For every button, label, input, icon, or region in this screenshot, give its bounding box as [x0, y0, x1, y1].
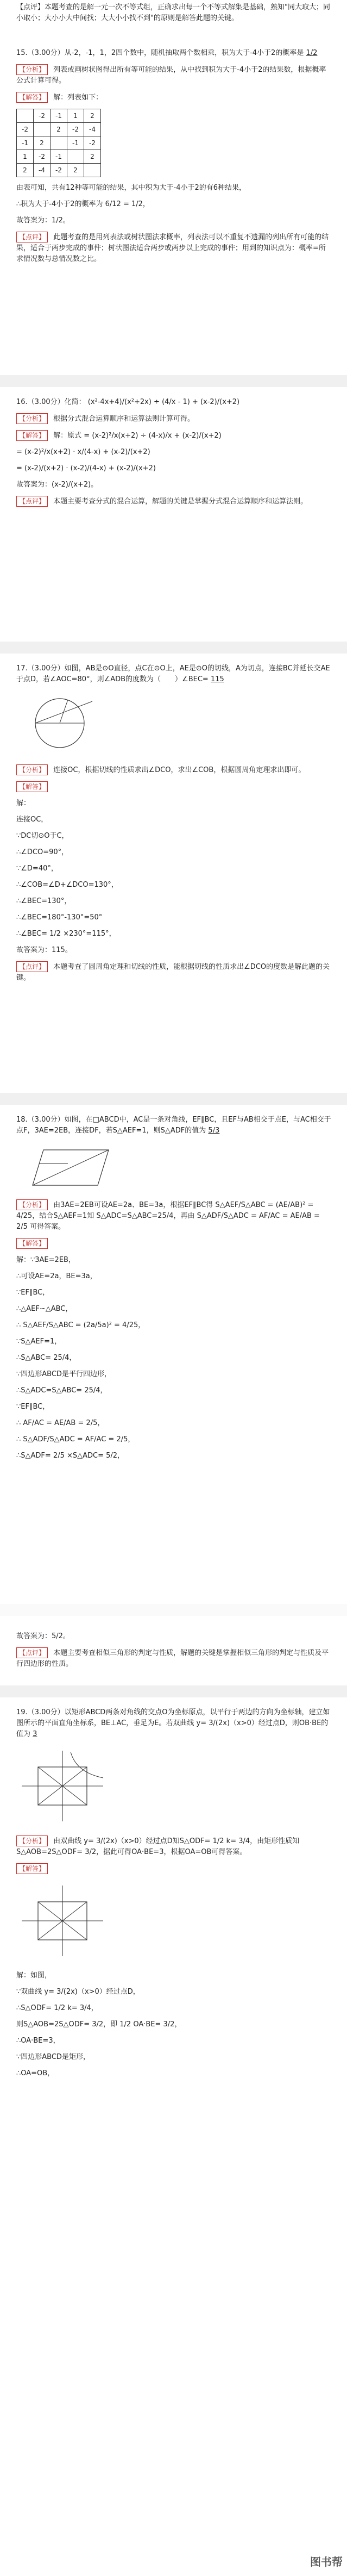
- solution-text: 解：列表如下：: [53, 94, 103, 102]
- solution-lines: [16, 1255, 331, 1461]
- solution-line: ∴∠COB=∠D+∠DCO=130°，: [16, 881, 118, 889]
- analysis-text: 连接OC，根据切线的性质求出∠DCO，求出∠COB，根据圆周角定理求出即可。: [53, 766, 306, 774]
- solution-tag: 【解答】: [16, 781, 48, 792]
- parallelogram-diagram: [16, 1142, 114, 1191]
- solution-line: ∴S△ADF= 2/5 ×S△ADC= 5/2，: [16, 1452, 125, 1460]
- analysis-text: 由双曲线 y= 3/(2x)（x>0）经过点D知S△ODF= 1/2 k= 3/4，由矩形性质知S△AOB=2S△ODF= 3/2，据此可得OA·BE=3，根据OA=OB可得答案。: [16, 1837, 300, 1856]
- section-divider: [0, 1685, 347, 1697]
- table-row: [17, 136, 101, 150]
- solution-line: ∵∠D=40°，: [16, 864, 58, 873]
- analysis-tag: 【分析】: [16, 64, 48, 75]
- comment-text: 本题主要考查分式的混合运算，解题的关键是掌握分式混合运算顺序和运算法则。: [53, 497, 308, 506]
- table-cell: [51, 136, 67, 150]
- comment-tag: 【点评】: [16, 496, 48, 507]
- table-cell: -2: [67, 123, 84, 136]
- solution-line: 连接OC，: [16, 816, 48, 824]
- section-divider: [0, 1093, 347, 1105]
- section-divider: [0, 375, 347, 387]
- table-cell: [67, 150, 84, 164]
- answer-blank: 3: [33, 1730, 37, 1738]
- solution-line: 解：∵3AE=2EB，: [16, 1256, 75, 1264]
- q18-tail: [16, 1631, 331, 1675]
- table-cell: 2: [84, 109, 101, 123]
- parallelogram-figure: [16, 1142, 331, 1193]
- circle-diagram: [16, 690, 103, 756]
- table-row: [17, 109, 101, 123]
- solution-line: ∵四边形ABCD是平行四边形，: [16, 1370, 111, 1378]
- analysis-text: 由3AE=2EB可设AE=2a、BE=3a，根据EF∥BC得 S△AEF/S△ABC = (AE/AB)² = 4/25，结合S△AEF=1知 S△ADC=S△ABC=25/4，再由 S△ADF/S△ADC = AF/AC = AE/AB = 2/5 可得答案。: [16, 1201, 320, 1231]
- comment-text: 此题考查的是用列表法或树状图法求概率，列表法可以不重复不遗漏的列出所有可能的结果，适合于两步完成的事件；树状图法适合两步或两步以上完成的事件；用到的知识点为：概率=所求情况数与总情况数之比。: [16, 233, 329, 263]
- table-cell: 2: [17, 164, 34, 177]
- answer-blank: 5/3: [208, 1127, 220, 1135]
- solution-diagram: [16, 1880, 109, 1962]
- coordinate-diagram: [16, 1745, 109, 1827]
- result-text: 由表可知，共有12种等可能的结果，其中积为大于-4小于2的有6种结果，: [16, 184, 247, 192]
- paragraph: 【点评】本题考查的是解一元一次不等式组，正确求出每一个不等式解集是基础，熟知"同大取大；同小取小；大小小大中间找；大大小小找不到"的原则是解答此题的关键。: [16, 3, 330, 22]
- table-cell: -2: [17, 123, 34, 136]
- analysis-tag: 【分析】: [16, 1199, 48, 1210]
- solution-line: ∵EF∥BC，: [16, 1289, 50, 1297]
- final-answer: 故答案为：(x-2)/(x+2)。: [16, 481, 98, 489]
- circle-figure: [16, 690, 331, 758]
- solution-line: ∴S△ODF= 1/2 k= 3/4，: [16, 2004, 98, 2012]
- solution-line: ∴∠BEC=130°，: [16, 897, 72, 905]
- table-cell: -1: [17, 136, 34, 150]
- table-cell: -1: [51, 150, 67, 164]
- section-divider: [0, 1604, 347, 1616]
- answer-blank: 1/2: [306, 49, 318, 57]
- comment-text: 本题主要考查相似三角形的判定与性质，解题的关键是掌握相似三角形的判定与性质及平行四边形的性质。: [16, 1649, 329, 1668]
- solution-line: ∴∠DCO=90°，: [16, 848, 69, 856]
- site-logo: 图书帮: [310, 2555, 343, 2568]
- comment-tag: 【点评】: [16, 961, 48, 972]
- solution-line: ∴∠BEC= 1/2 ×230°=115°，: [16, 930, 116, 938]
- final-answer: 故答案为：5/2。: [16, 1632, 70, 1640]
- table-row: [17, 123, 101, 136]
- solution-tag: 【解答】: [16, 92, 48, 103]
- solution-line: ∴ AF/AC = AE/AB = 2/5，: [16, 1419, 105, 1427]
- solution-line: 解：如图，: [16, 1971, 52, 1980]
- comment-text: 本题考查了圆周角定理和切线的性质，能根据切线的性质求出∠DCO的度数是解此题的关键。: [16, 963, 330, 982]
- q15-section: [16, 48, 331, 270]
- analysis-text: 列表或画树状图得出所有等可能的结果，从中找到积为大于-4小于2的结果数，根据概率公式计算可得。: [16, 66, 326, 85]
- solution-line: ∴S△ABC= 25/4，: [16, 1354, 77, 1362]
- solution-tag: 【解答】: [16, 430, 48, 441]
- table-row: [17, 150, 101, 164]
- analysis-tag: 【分析】: [16, 413, 48, 424]
- table-cell: 1: [17, 150, 34, 164]
- solution-line: ∴OA=OB，: [16, 2069, 55, 2077]
- table-row: [17, 164, 101, 177]
- table-cell: -4: [34, 164, 51, 177]
- table-cell: -2: [34, 109, 51, 123]
- probability-table: [16, 109, 101, 177]
- final-answer: 故答案为：1/2。: [16, 216, 70, 225]
- solution-line: ∴∠BEC=180°-130°=50°: [16, 913, 103, 922]
- table-cell: -1: [51, 109, 67, 123]
- q19-section: [16, 1707, 331, 2085]
- question-stem: 17.（3.00分）如图，AB是⊙O直径，点C在⊙O上，AE是⊙O的切线，A为切点，连接BC并延长交AE于点D，若∠AOC=80°，则∠ADB的度数为（ ）∠BEC=: [16, 664, 330, 683]
- probability-text: ∴积为大于-4小于2的概率为 6/12 = 1/2，: [16, 200, 150, 208]
- question-stem: 18.（3.00分）如图，在□ABCD中，AC是一条对角线，EF∥BC，且EF与AB相交于点E，与AC相交于点F，3AE=2EB，连接DF，若S△AEF=1，则S△ADF的值为: [16, 1116, 331, 1135]
- table-cell: 2: [84, 150, 101, 164]
- solution-line: 故答案为：115。: [16, 946, 72, 954]
- q17-section: [16, 663, 331, 989]
- table-cell: [17, 109, 34, 123]
- comment-tag: 【点评】: [16, 1647, 48, 1658]
- question-stem: 16.（3.00分）化简：: [16, 398, 86, 406]
- table-cell: -4: [84, 123, 101, 136]
- coordinate-figure: [16, 1745, 331, 1829]
- section-divider: [0, 642, 347, 654]
- solution-tag: 【解答】: [16, 1863, 48, 1874]
- solution-line: ∵DC切⊙O于C，: [16, 832, 69, 840]
- step-line: = (x-2)/(x+2) · (x-2)/(4-x) + (x-2)/(x+2): [16, 464, 156, 472]
- solution-line: ∴△AEF∽△ABC，: [16, 1305, 73, 1313]
- table-cell: -1: [67, 136, 84, 150]
- analysis-tag: 【分析】: [16, 764, 48, 775]
- answer-blank: 115: [210, 675, 224, 683]
- question-stem: 19.（3.00分）以矩形ABCD两条对角线的交点O为坐标原点，以平行于两边的方向为坐标轴，建立如图所示的平面直角坐标系，BE⊥AC，垂足为E。若双曲线 y= 3/(2x)（x>0）经过点D，则OB·BE的值为: [16, 1708, 330, 1738]
- table-cell: 2: [34, 136, 51, 150]
- analysis-tag: 【分析】: [16, 1835, 48, 1846]
- solution-lines: [16, 798, 331, 956]
- solution-figure: [16, 1880, 331, 1964]
- solution-line: ∴ S△ADF/S△ADC = AF/AC = 2/5，: [16, 1435, 135, 1443]
- solution-line: ∵S△AEF=1，: [16, 1337, 62, 1346]
- expression: (x²-4x+4)/(x²+2x) ÷ (4/x - 1) + (x-2)/(x+2): [87, 398, 240, 406]
- solution-line: ∵EF∥BC，: [16, 1403, 50, 1411]
- table-cell: 2: [51, 123, 67, 136]
- solution-text: 解：原式 = (x-2)²/x(x+2) ÷ (4-x)/x + (x-2)/(x+2): [53, 432, 222, 440]
- solution-line: 则S△AOB=2S△ODF= 3/2，即 1/2 OA·BE= 3/2，: [16, 2020, 182, 2029]
- table-cell: -2: [51, 164, 67, 177]
- q18-section: [16, 1115, 331, 1467]
- solution-line: ∴OA·BE=3，: [16, 2037, 60, 2045]
- table-cell: 1: [67, 109, 84, 123]
- table-cell: [84, 164, 101, 177]
- table-cell: -2: [34, 150, 51, 164]
- solution-tag: 【解答】: [16, 1238, 48, 1249]
- analysis-text: 根据分式混合运算顺序和运算法则计算可得。: [53, 415, 195, 423]
- solution-lines: [16, 1970, 331, 2079]
- question-stem: 15.（3.00分）从-2，-1，1，2四个数中，随机抽取两个数相乘，积为大于-4小于2的概率是: [16, 49, 304, 57]
- solution-line: ∵双曲线 y= 3/(2x)（x>0）经过点D，: [16, 1988, 140, 1996]
- step-line: = (x-2)²/x(x+2) · x/(4-x) + (x-2)/(x+2): [16, 448, 150, 456]
- table-cell: [34, 123, 51, 136]
- solution-line: ∴可设AE=2a，BE=3a，: [16, 1272, 97, 1280]
- q14-comment: [16, 2, 331, 29]
- q16-section: [16, 397, 331, 513]
- table-cell: 2: [67, 164, 84, 177]
- solution-line: ∴ S△AEF/S△ABC = (2a/5a)² = 4/25，: [16, 1321, 146, 1329]
- solution-line: 解：: [16, 799, 31, 807]
- solution-line: ∴S△ADC=S△ABC= 25/4，: [16, 1386, 108, 1395]
- comment-tag: 【点评】: [16, 232, 48, 242]
- table-cell: -2: [84, 136, 101, 150]
- solution-line: ∵四边形ABCD是矩形，: [16, 2053, 90, 2061]
